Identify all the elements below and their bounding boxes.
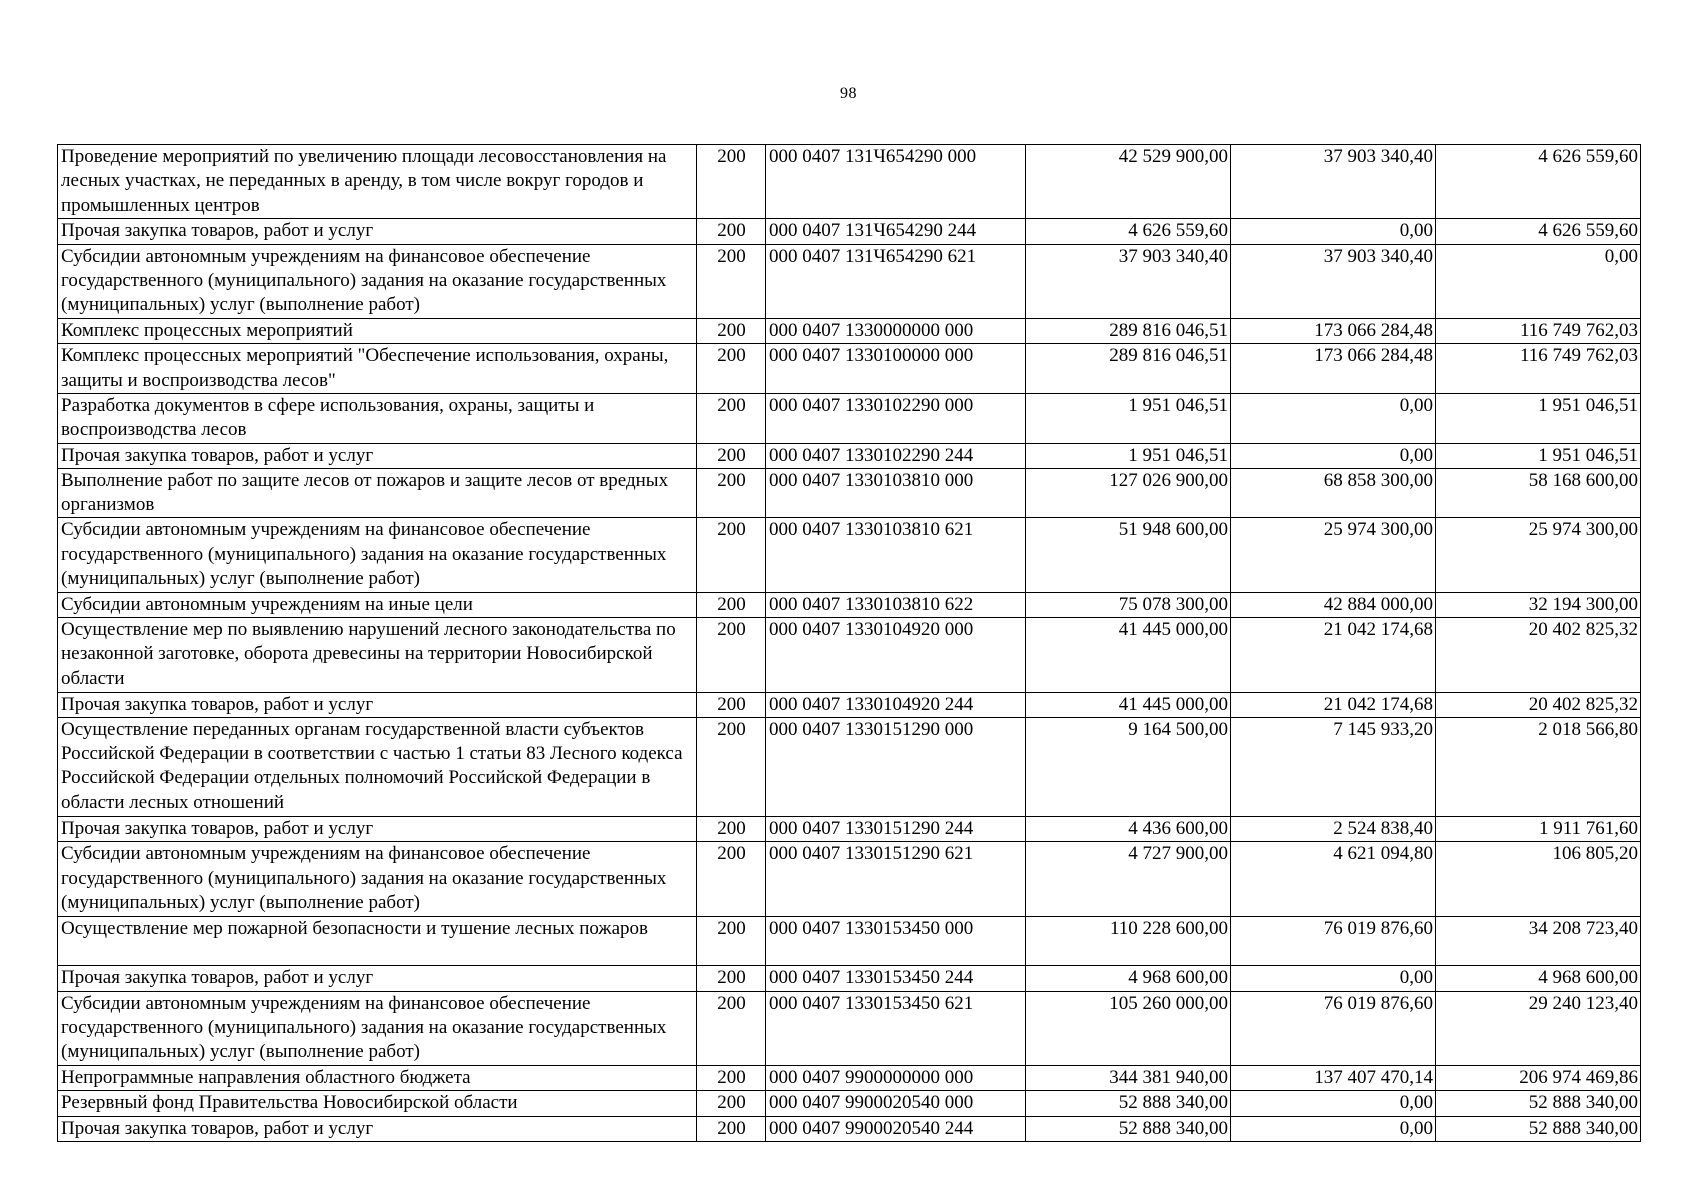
row-approved-cell: 289 816 046,51 [1026,344,1231,394]
row-executed-cell: 42 884 000,00 [1231,592,1436,617]
row-code-cell: 200 [697,1065,766,1090]
row-code-cell: 200 [697,145,766,219]
table-row [58,344,1641,394]
row-kbk-cell: 000 0407 1330103810 621 [766,518,1026,592]
row-unexecuted-cell: 52 888 340,00 [1436,1091,1641,1116]
row-executed-cell: 4 621 094,80 [1231,842,1436,916]
row-kbk-cell: 000 0407 9900020540 244 [766,1116,1026,1141]
row-code-cell: 200 [697,443,766,468]
row-executed-cell: 173 066 284,48 [1231,319,1436,344]
row-name-cell: Субсидии автономным учреждениям на финансовое обеспечение государственного (муниципального) задания на оказание государственных (муниципальных) услуг (выполнение работ) [58,842,697,916]
row-executed-cell: 7 145 933,20 [1231,717,1436,816]
row-kbk-cell: 000 0407 9900020540 000 [766,1091,1026,1116]
row-approved-cell: 344 381 940,00 [1026,1065,1231,1090]
row-unexecuted-cell: 116 749 762,03 [1436,319,1641,344]
row-kbk-cell: 000 0407 131Ч654290 000 [766,145,1026,219]
row-approved-cell: 37 903 340,40 [1026,244,1231,318]
row-code-cell: 200 [697,916,766,966]
row-approved-cell: 41 445 000,00 [1026,692,1231,717]
row-kbk-cell: 000 0407 1330153450 244 [766,966,1026,991]
row-name-cell: Проведение мероприятий по увеличению площади лесовосстановления на лесных участках, не переданных в аренду, в том числе вокруг городов и промышленных центров [58,145,697,219]
row-code-cell: 200 [697,344,766,394]
row-name-cell: Осуществление мер по выявлению нарушений лесного законодательства по незаконной заготовке, оборота древесины на территории Новосибирской области [58,618,697,692]
row-kbk-cell: 000 0407 1330103810 000 [766,468,1026,518]
row-name-cell: Комплекс процессных мероприятий "Обеспечение использования, охраны, защиты и воспроизводства лесов" [58,344,697,394]
table-row [58,219,1641,244]
table-body [58,145,1641,1142]
row-code-cell: 200 [697,319,766,344]
row-executed-cell: 0,00 [1231,443,1436,468]
row-approved-cell: 4 727 900,00 [1026,842,1231,916]
row-kbk-cell: 000 0407 1330000000 000 [766,319,1026,344]
row-unexecuted-cell: 1 951 046,51 [1436,443,1641,468]
row-name-cell: Разработка документов в сфере использования, охраны, защиты и воспроизводства лесов [58,393,697,443]
row-kbk-cell: 000 0407 1330103810 622 [766,592,1026,617]
row-name-cell: Субсидии автономным учреждениям на иные цели [58,592,697,617]
table-row [58,244,1641,318]
row-unexecuted-cell: 0,00 [1436,244,1641,318]
row-approved-cell: 9 164 500,00 [1026,717,1231,816]
row-approved-cell: 75 078 300,00 [1026,592,1231,617]
row-approved-cell: 289 816 046,51 [1026,319,1231,344]
row-approved-cell: 110 228 600,00 [1026,916,1231,966]
row-executed-cell: 76 019 876,60 [1231,916,1436,966]
row-executed-cell: 76 019 876,60 [1231,991,1436,1065]
row-executed-cell: 137 407 470,14 [1231,1065,1436,1090]
row-executed-cell: 0,00 [1231,1091,1436,1116]
table-row [58,443,1641,468]
row-executed-cell: 2 524 838,40 [1231,817,1436,842]
budget-execution-table [57,144,1641,1142]
row-approved-cell: 4 968 600,00 [1026,966,1231,991]
row-name-cell: Прочая закупка товаров, работ и услуг [58,443,697,468]
row-kbk-cell: 000 0407 1330100000 000 [766,344,1026,394]
row-approved-cell: 4 626 559,60 [1026,219,1231,244]
row-kbk-cell: 000 0407 1330151290 244 [766,817,1026,842]
row-name-cell: Комплекс процессных мероприятий [58,319,697,344]
row-executed-cell: 0,00 [1231,219,1436,244]
table-row [58,1116,1641,1141]
row-code-cell: 200 [697,717,766,816]
row-unexecuted-cell: 29 240 123,40 [1436,991,1641,1065]
row-code-cell: 200 [697,618,766,692]
row-name-cell: Субсидии автономным учреждениям на финансовое обеспечение государственного (муниципального) задания на оказание государственных (муниципальных) услуг (выполнение работ) [58,991,697,1065]
row-executed-cell: 21 042 174,68 [1231,618,1436,692]
row-unexecuted-cell: 52 888 340,00 [1436,1116,1641,1141]
row-kbk-cell: 000 0407 1330104920 000 [766,618,1026,692]
row-unexecuted-cell: 32 194 300,00 [1436,592,1641,617]
row-name-cell: Выполнение работ по защите лесов от пожаров и защите лесов от вредных организмов [58,468,697,518]
row-code-cell: 200 [697,966,766,991]
row-name-cell: Осуществление мер пожарной безопасности и тушение лесных пожаров [58,916,697,966]
row-code-cell: 200 [697,219,766,244]
table-row [58,592,1641,617]
row-executed-cell: 173 066 284,48 [1231,344,1436,394]
row-executed-cell: 0,00 [1231,966,1436,991]
table-row [58,842,1641,916]
row-executed-cell: 37 903 340,40 [1231,145,1436,219]
row-name-cell: Прочая закупка товаров, работ и услуг [58,966,697,991]
row-code-cell: 200 [697,244,766,318]
row-unexecuted-cell: 106 805,20 [1436,842,1641,916]
table-row [58,145,1641,219]
row-kbk-cell: 000 0407 1330104920 244 [766,692,1026,717]
table-row [58,618,1641,692]
row-name-cell: Субсидии автономным учреждениям на финансовое обеспечение государственного (муниципального) задания на оказание государственных (муниципальных) услуг (выполнение работ) [58,518,697,592]
row-kbk-cell: 000 0407 1330102290 000 [766,393,1026,443]
row-name-cell: Осуществление переданных органам государственной власти субъектов Российской Федерации в соответствии с частью 1 статьи 83 Лесного кодекса Российской Федерации отдельных полномочий Российской Федерации в области лесных отношений [58,717,697,816]
row-executed-cell: 37 903 340,40 [1231,244,1436,318]
row-unexecuted-cell: 4 626 559,60 [1436,219,1641,244]
row-unexecuted-cell: 20 402 825,32 [1436,692,1641,717]
row-code-cell: 200 [697,468,766,518]
table-row [58,1065,1641,1090]
table-row [58,1091,1641,1116]
row-kbk-cell: 000 0407 1330153450 000 [766,916,1026,966]
table-row [58,468,1641,518]
row-name-cell: Резервный фонд Правительства Новосибирской области [58,1091,697,1116]
row-name-cell: Прочая закупка товаров, работ и услуг [58,817,697,842]
row-kbk-cell: 000 0407 1330151290 621 [766,842,1026,916]
row-unexecuted-cell: 20 402 825,32 [1436,618,1641,692]
row-approved-cell: 1 951 046,51 [1026,443,1231,468]
row-kbk-cell: 000 0407 1330151290 000 [766,717,1026,816]
row-approved-cell: 51 948 600,00 [1026,518,1231,592]
row-executed-cell: 21 042 174,68 [1231,692,1436,717]
row-kbk-cell: 000 0407 131Ч654290 244 [766,219,1026,244]
row-executed-cell: 68 858 300,00 [1231,468,1436,518]
row-code-cell: 200 [697,1091,766,1116]
row-name-cell: Непрограммные направления областного бюджета [58,1065,697,1090]
row-unexecuted-cell: 34 208 723,40 [1436,916,1641,966]
table-row [58,319,1641,344]
row-code-cell: 200 [697,1116,766,1141]
row-approved-cell: 105 260 000,00 [1026,991,1231,1065]
row-approved-cell: 52 888 340,00 [1026,1091,1231,1116]
row-name-cell: Субсидии автономным учреждениям на финансовое обеспечение государственного (муниципального) задания на оказание государственных (муниципальных) услуг (выполнение работ) [58,244,697,318]
row-name-cell: Прочая закупка товаров, работ и услуг [58,692,697,717]
table-row [58,393,1641,443]
row-approved-cell: 1 951 046,51 [1026,393,1231,443]
table-row [58,518,1641,592]
row-code-cell: 200 [697,393,766,443]
row-approved-cell: 4 436 600,00 [1026,817,1231,842]
row-executed-cell: 0,00 [1231,1116,1436,1141]
row-executed-cell: 25 974 300,00 [1231,518,1436,592]
row-kbk-cell: 000 0407 1330102290 244 [766,443,1026,468]
row-approved-cell: 127 026 900,00 [1026,468,1231,518]
row-unexecuted-cell: 1 951 046,51 [1436,393,1641,443]
row-approved-cell: 41 445 000,00 [1026,618,1231,692]
row-kbk-cell: 000 0407 1330153450 621 [766,991,1026,1065]
table-row [58,991,1641,1065]
page-number: 98 [840,85,857,102]
row-unexecuted-cell: 58 168 600,00 [1436,468,1641,518]
row-executed-cell: 0,00 [1231,393,1436,443]
table-row [58,966,1641,991]
table-row [58,717,1641,816]
row-unexecuted-cell: 2 018 566,80 [1436,717,1641,816]
table-row [58,692,1641,717]
table-row [58,817,1641,842]
row-unexecuted-cell: 4 626 559,60 [1436,145,1641,219]
row-name-cell: Прочая закупка товаров, работ и услуг [58,219,697,244]
row-kbk-cell: 000 0407 131Ч654290 621 [766,244,1026,318]
row-unexecuted-cell: 206 974 469,86 [1436,1065,1641,1090]
row-approved-cell: 52 888 340,00 [1026,1116,1231,1141]
row-unexecuted-cell: 116 749 762,03 [1436,344,1641,394]
row-code-cell: 200 [697,518,766,592]
table-row [58,916,1641,966]
row-code-cell: 200 [697,842,766,916]
row-approved-cell: 42 529 900,00 [1026,145,1231,219]
row-unexecuted-cell: 1 911 761,60 [1436,817,1641,842]
row-unexecuted-cell: 25 974 300,00 [1436,518,1641,592]
row-unexecuted-cell: 4 968 600,00 [1436,966,1641,991]
row-name-cell: Прочая закупка товаров, работ и услуг [58,1116,697,1141]
row-code-cell: 200 [697,592,766,617]
row-code-cell: 200 [697,817,766,842]
row-kbk-cell: 000 0407 9900000000 000 [766,1065,1026,1090]
row-code-cell: 200 [697,991,766,1065]
row-code-cell: 200 [697,692,766,717]
